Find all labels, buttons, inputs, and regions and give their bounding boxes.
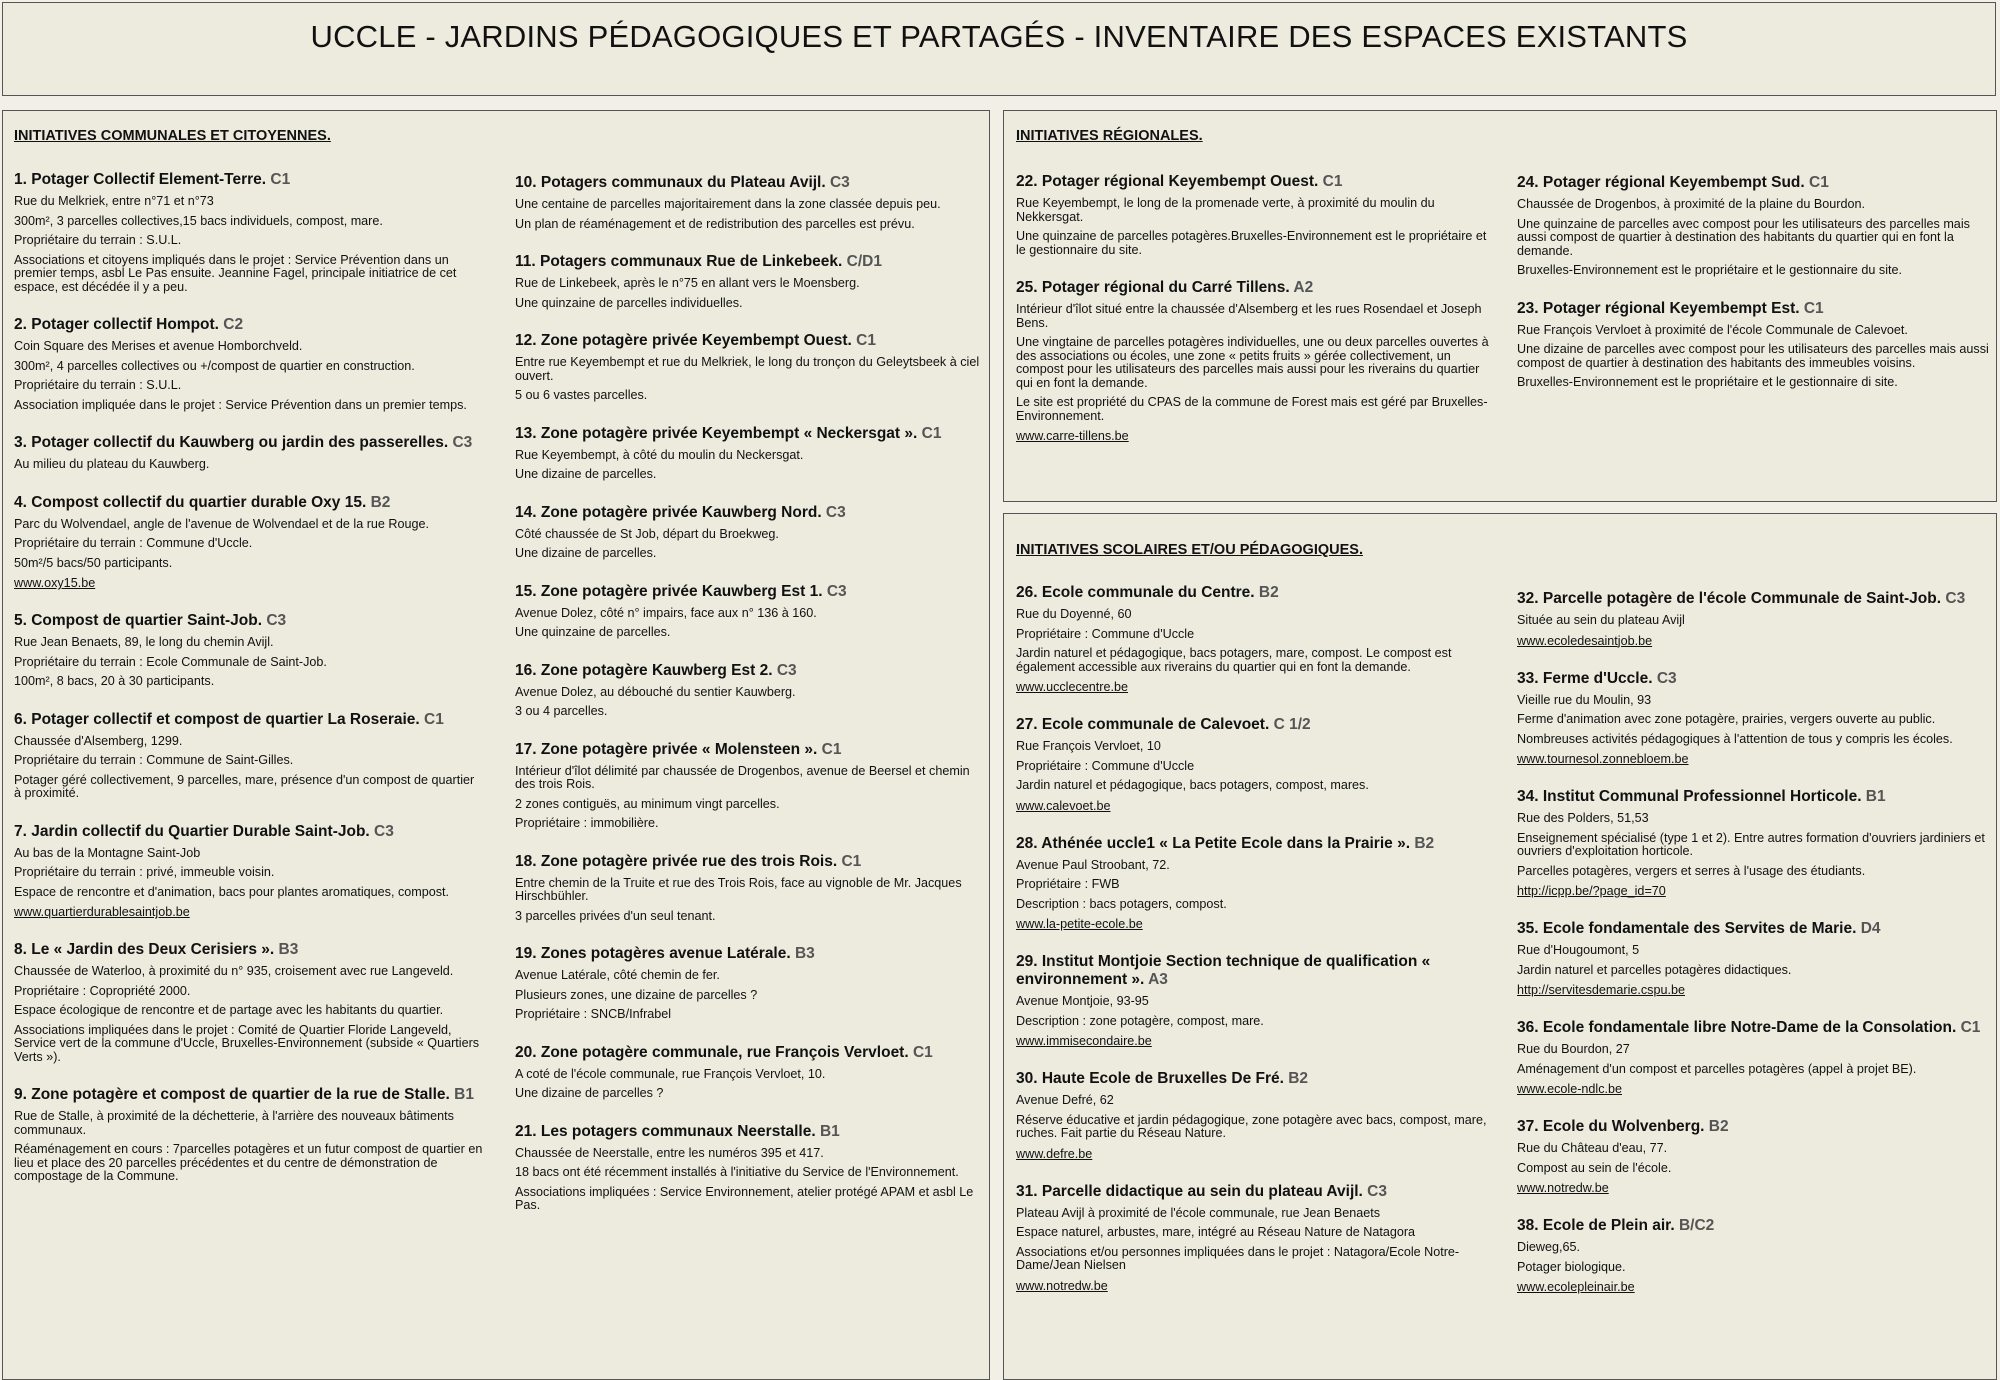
entry-name: 26. Ecole communale du Centre. — [1016, 584, 1255, 601]
entry-detail: Propriétaire du terrain : Ecole Communale de Saint-Job. — [14, 654, 327, 669]
entry-name: 36. Ecole fondamentale libre Notre-Dame de la Consolation. — [1517, 1019, 1957, 1036]
entry-title — [515, 174, 985, 192]
entry-detail: Dieweg,65. — [1517, 1240, 1581, 1254]
garden-entry — [1016, 716, 1494, 813]
map-code: C1 — [851, 332, 876, 349]
entry-detail: Propriétaire : SNCB/Infrabel — [515, 1007, 672, 1021]
garden-entry — [1016, 279, 1496, 443]
entry-detail: 3 ou 4 parcelles. — [515, 704, 608, 718]
entry-name: 38. Ecole de Plein air. — [1517, 1217, 1675, 1234]
garden-entry — [515, 253, 985, 310]
entry-title — [1517, 920, 1992, 938]
garden-entry — [1016, 835, 1494, 932]
garden-entry — [1016, 173, 1496, 257]
garden-entry — [515, 504, 985, 561]
entry-detail: Une vingtaine de parcelles potagères individuelles, une ou deux parcelles ouvertes à des associations ou écoles, une zone « petits fruits » gérée collectivement, un compost pour les utilisateurs des parcelles mais aussi pour les riverains du quartier qui en font la demande. — [1016, 335, 1489, 390]
entry-detail: Rue du Bourdon, 27 — [1517, 1042, 1630, 1056]
entry-name: 10. Potagers communaux du Plateau Avijl. — [515, 174, 826, 191]
garden-entry — [14, 434, 484, 472]
entry-detail: Avenue Dolez, côté n° impairs, face aux n° 136 à 160. — [515, 605, 817, 620]
entry-detail: 3 parcelles privées d'un seul tenant. — [515, 908, 716, 923]
garden-entry — [515, 741, 985, 831]
entries-column — [14, 171, 484, 1206]
garden-entry — [14, 612, 484, 689]
entry-detail: 5 ou 6 vastes parcelles. — [515, 388, 648, 402]
entry-detail: Rue Keyembempt, le long de la promenade verte, à proximité du moulin du Nekkersgat. — [1016, 196, 1435, 224]
entry-detail: Une centaine de parcelles majoritairement dans la zone classée depuis peu. — [515, 197, 941, 211]
map-code: C1 — [1799, 299, 1824, 317]
entry-name: 8. Le « Jardin des Deux Cerisiers ». — [14, 941, 275, 958]
entry-detail: 300m², 4 parcelles collectives ou +/compost de quartier en construction. — [14, 358, 415, 373]
garden-entry — [14, 711, 484, 801]
entry-name: 22. Potager régional Keyembempt Ouest. — [1016, 173, 1319, 190]
map-code: C1 — [1318, 173, 1343, 190]
entry-detail: Rue d'Hougoumont, 5 — [1517, 943, 1640, 957]
entry-title — [1517, 300, 1992, 318]
garden-entry — [14, 941, 484, 1064]
entry-detail: Entre chemin de la Truite et rue des Trois Rois, face au vignoble de Mr. Jacques Hirschbühler. — [515, 875, 962, 903]
map-code: C1 — [817, 740, 842, 758]
garden-entry — [515, 853, 985, 924]
entry-name: 28. Athénée uccle1 « La Petite Ecole dans la Prairie ». — [1016, 834, 1411, 852]
entry-detail: Propriétaire du terrain : Commune d'Uccle. — [14, 536, 253, 550]
entry-title — [515, 1123, 985, 1141]
entry-title — [1517, 788, 1992, 806]
website-link[interactable]: www.notredw.be — [1517, 1181, 1609, 1195]
entry-detail: Propriétaire du terrain : S.U.L. — [14, 378, 182, 392]
entry-detail: Associations et/ou personnes impliquées dans le projet : Natagora/Ecole Notre-Dame/Jean Nielsen — [1016, 1244, 1460, 1272]
entry-title — [1016, 953, 1494, 989]
map-code: C1 — [837, 852, 862, 870]
entry-title — [515, 332, 985, 350]
entry-detail: Parc du Wolvendael, angle de l'avenue de Wolvendael et de la rue Rouge. — [14, 516, 430, 531]
entry-name: 16. Zone potagère Kauwberg Est 2. — [515, 661, 773, 679]
website-link[interactable]: www.quartierdurablesaintjob.be — [14, 905, 190, 919]
entry-detail: Rue de Stalle, à proximité de la déchetterie, à l'arrière des nouveaux bâtiments communaux. — [14, 1109, 454, 1137]
entry-detail: Bruxelles-Environnement est le propriétaire et le gestionnaire di site. — [1517, 375, 1898, 389]
entry-detail: Jardin naturel et parcelles potagères didactiques. — [1517, 962, 1792, 977]
entries-column — [1016, 584, 1494, 1315]
entry-detail: Associations impliquées dans le projet : Comité de Quartier Floride Langeveld, Service vert de la commune d'Uccle, Bruxelles-Environnement (subside « Quartiers Verts »). — [14, 1022, 480, 1064]
entry-name: 15. Zone potagère privée Kauwberg Est 1. — [515, 582, 823, 600]
entry-title — [14, 316, 484, 334]
map-code: B2 — [366, 493, 391, 511]
entry-detail: Avenue Montjoie, 93-95 — [1016, 994, 1149, 1008]
entry-name: 4. Compost collectif du quartier durable Oxy 15. — [14, 493, 367, 511]
entry-detail: Le site est propriété du CPAS de la commune de Forest mais est géré par Bruxelles-Environnement. — [1016, 395, 1488, 423]
entry-detail: 2 zones contiguës, au minimum vingt parcelles. — [515, 796, 780, 811]
entry-detail: Une dizaine de parcelles. — [515, 467, 657, 481]
map-code: C/D1 — [842, 253, 882, 270]
entry-detail: Rue Keyembempt, à côté du moulin du Neckersgat. — [515, 447, 804, 462]
map-code: C1 — [1804, 174, 1829, 191]
entry-detail: Ferme d'animation avec zone potagère, prairies, vergers ouverte au public. — [1517, 712, 1936, 726]
website-link[interactable]: http://servitesdemarie.cspu.be — [1517, 983, 1685, 997]
entry-detail: Propriétaire du terrain : Commune de Saint-Gilles. — [14, 753, 294, 767]
entry-title — [14, 711, 484, 729]
section-heading: INITIATIVES SCOLAIRES ET/OU PÉDAGOGIQUES. — [1016, 542, 1363, 558]
entry-title — [515, 583, 985, 601]
entry-name: 37. Ecole du Wolvenberg. — [1517, 1118, 1705, 1135]
entries-column — [515, 174, 985, 1235]
section-heading: INITIATIVES COMMUNALES ET CITOYENNES. — [14, 128, 331, 144]
entry-name: 12. Zone potagère privée Keyembempt Ouest. — [515, 332, 852, 349]
entry-title — [1517, 590, 1992, 608]
entry-detail: Rue Jean Benaets, 89, le long du chemin Avijl. — [14, 635, 274, 649]
garden-entry — [515, 945, 985, 1022]
entry-title — [14, 171, 484, 189]
map-code: B3 — [274, 941, 299, 958]
entry-detail: Associations et citoyens impliqués dans le projet : Service Prévention dans un premier temps, asbl Le Pas ensuite. Jeannine Fagel, principale initiatrice de cet espace, est décédée il y a peu. — [14, 252, 457, 294]
entry-detail: Potager géré collectivement, 9 parcelles, mare, présence d'un compost de quartier à proximité. — [14, 772, 475, 800]
entry-title — [1517, 1118, 1992, 1136]
garden-entry — [1517, 670, 1992, 767]
entry-detail: Propriétaire : Commune d'Uccle — [1016, 758, 1195, 773]
website-link[interactable]: www.notredw.be — [1016, 1278, 1108, 1293]
website-link[interactable]: www.calevoet.be — [1016, 798, 1111, 813]
entry-detail: Intérieur d'îlot délimité par chaussée de Drogenbos, avenue de Beersel et chemin des trois Rois. — [515, 763, 970, 791]
entry-title — [515, 741, 985, 759]
communal-section — [2, 110, 990, 1380]
entry-detail: Rue du Melkriek, entre n°71 et n°73 — [14, 194, 214, 208]
entry-title — [1016, 835, 1494, 853]
entry-title — [1517, 174, 1992, 192]
entry-detail: Propriétaire : Commune d'Uccle — [1016, 626, 1195, 641]
entry-name: 20. Zone potagère communale, rue François Vervloet. — [515, 1043, 909, 1061]
entries-column — [1517, 590, 1992, 1316]
garden-entry — [515, 583, 985, 640]
website-link[interactable]: www.tournesol.zonnebloem.be — [1517, 752, 1689, 766]
map-code: B2 — [1704, 1118, 1729, 1135]
garden-entry — [515, 1123, 985, 1213]
entry-detail: Une dizaine de parcelles. — [515, 546, 657, 560]
entry-detail: Espace naturel, arbustes, mare, intégré au Réseau Nature de Natagora — [1016, 1225, 1416, 1239]
entry-detail: Bruxelles-Environnement est le propriétaire et le gestionnaire du site. — [1517, 263, 1903, 277]
garden-entry — [1517, 920, 1992, 997]
entry-detail: Une quinzaine de parcelles potagères.Bruxelles-Environnement est le propriétaire et le gestionnaire du site. — [1016, 229, 1487, 257]
map-code: C1 — [270, 171, 291, 188]
garden-entry — [1016, 1070, 1494, 1161]
entry-name: 18. Zone potagère privée rue des trois Rois. — [515, 852, 838, 870]
entry-name: 9. Zone potagère et compost de quartier de la rue de Stalle. — [14, 1086, 450, 1103]
map-code: A3 — [1144, 971, 1168, 988]
garden-entry — [1517, 174, 1992, 278]
entry-detail: Plateau Avijl à proximité de l'école communale, rue Jean Benaets — [1016, 1205, 1381, 1220]
garden-entry — [1517, 590, 1992, 648]
garden-entry — [515, 174, 985, 231]
entry-detail: 300m², 3 parcelles collectives,15 bacs individuels, compost, mare. — [14, 213, 383, 228]
entry-detail: Association impliquée dans le projet : Service Prévention dans un premier temps. — [14, 397, 467, 412]
website-link[interactable]: www.ucclecentre.be — [1016, 680, 1128, 694]
entry-detail: 100m², 8 bacs, 20 à 30 participants. — [14, 674, 215, 688]
map-code: C1 — [419, 710, 444, 728]
entry-detail: Une dizaine de parcelles avec compost pour les utilisateurs des parcelles mais aussi compost de quartier à destination des habitants des immeubles voisins. — [1517, 342, 1989, 370]
garden-entry — [515, 662, 985, 719]
website-link[interactable]: www.ecolepleinair.be — [1517, 1280, 1635, 1294]
entry-detail: Un plan de réaménagement et de redistribution des parcelles est prévu. — [515, 216, 915, 231]
entry-detail: Propriétaire : immobilière. — [515, 816, 659, 830]
entry-detail: Intérieur d'îlot situé entre la chaussée d'Alsemberg et les rues Rosendael et Joseph Bens. — [1016, 302, 1482, 330]
entry-detail: Rue du Château d'eau, 77. — [1517, 1141, 1668, 1155]
entry-detail: Réaménagement en cours : 7parcelles potagères et un futur compost de quartier en lieu et place des 20 parcelles précédentes et du centre de démonstration de compostage de la Commune. — [14, 1142, 483, 1183]
entry-name: 24. Potager régional Keyembempt Sud. — [1517, 174, 1805, 191]
entry-name: 19. Zones potagères avenue Latérale. — [515, 945, 791, 962]
map-code: C3 — [822, 582, 847, 600]
garden-entry — [1517, 1217, 1992, 1294]
entry-name: 6. Potager collectif et compost de quartier La Roseraie. — [14, 710, 420, 728]
entry-detail: Rue du Doyenné, 60 — [1016, 607, 1132, 621]
entry-detail: Rue des Polders, 51,53 — [1517, 811, 1649, 825]
garden-entry — [1517, 1118, 1992, 1195]
entry-detail: Chaussée de Neerstalle, entre les numéros 395 et 417. — [515, 1145, 824, 1160]
entry-name: 25. Potager régional du Carré Tillens. — [1016, 279, 1290, 296]
map-code: B2 — [1254, 584, 1279, 601]
garden-entry — [14, 494, 484, 591]
map-code: C1 — [917, 424, 942, 442]
entry-detail: Avenue Dolez, au débouché du sentier Kauwberg. — [515, 684, 796, 699]
entries-column — [1517, 174, 1992, 412]
entry-detail: A coté de l'école communale, rue François Vervloet, 10. — [515, 1066, 826, 1081]
map-code: C3 — [772, 661, 797, 679]
entry-detail: Espace écologique de rencontre et de partage avec les habitants du quartier. — [14, 1003, 444, 1017]
entry-title — [14, 1086, 484, 1104]
entries-column — [1016, 173, 1496, 465]
entry-title — [1517, 1217, 1992, 1235]
map-code: C3 — [369, 822, 394, 840]
entry-detail: Chaussée d'Alsemberg, 1299. — [14, 733, 183, 748]
entry-title — [1016, 584, 1494, 602]
entry-detail: Située au sein du plateau Avijl — [1517, 613, 1685, 627]
entry-name: 2. Potager collectif Hompot. — [14, 316, 219, 333]
entry-detail: Enseignement spécialisé (type 1 et 2). Entre autres formation d'ouvriers jardiniers et ouvriers d'exploitation horticole. — [1517, 830, 1985, 858]
entry-detail: Associations impliquées : Service Environnement, atelier protégé APAM et asbl Le Pas. — [515, 1184, 974, 1212]
entry-title — [1517, 1019, 1992, 1037]
entry-name: 1. Potager Collectif Element-Terre. — [14, 171, 271, 188]
map-code: C2 — [218, 316, 244, 333]
entry-title — [515, 1044, 985, 1062]
entry-detail: Réserve éducative et jardin pédagogique, zone potagère avec bacs, compost, mare, ruches. Fait partie du Réseau Nature. — [1016, 1112, 1487, 1140]
entry-title — [515, 945, 985, 963]
entry-name: 23. Potager régional Keyembempt Est. — [1517, 299, 1800, 317]
entry-detail: Une quinzaine de parcelles avec compost pour les utilisateurs des parcelles mais aussi compost de quartier à destination des habitants du quartier qui en font la demande. — [1517, 216, 1970, 258]
website-link[interactable]: www.ecoledesaintjob.be — [1517, 633, 1653, 648]
map-code: B1 — [815, 1122, 840, 1140]
entry-name: 17. Zone potagère privée « Molensteen ». — [515, 740, 818, 758]
entry-detail: Plusieurs zones, une dizaine de parcelles ? — [515, 987, 758, 1002]
entry-detail: Description : bacs potagers, compost. — [1016, 896, 1227, 911]
garden-entry — [1517, 1019, 1992, 1096]
entry-title — [14, 494, 484, 512]
garden-entry — [1517, 788, 1992, 898]
website-link[interactable]: http://icpp.be/?page_id=70 — [1517, 884, 1666, 898]
entry-name: 31. Parcelle didactique au sein du plateau Avijl. — [1016, 1182, 1363, 1200]
entry-detail: Compost au sein de l'école. — [1517, 1160, 1672, 1175]
entry-title — [515, 425, 985, 443]
entry-title — [14, 612, 484, 630]
entry-detail: Propriétaire du terrain : privé, immeuble voisin. — [14, 865, 275, 879]
entry-name: 27. Ecole communale de Calevoet. — [1016, 716, 1270, 733]
map-code: C3 — [1941, 590, 1966, 607]
entry-title — [14, 823, 484, 841]
entry-detail: Rue de Linkebeek, après le n°75 en allant vers le Moensberg. — [515, 276, 860, 290]
map-code: C3 — [821, 503, 846, 521]
map-code: B/C2 — [1674, 1217, 1715, 1234]
entry-title — [1016, 279, 1496, 297]
entry-detail: Jardin naturel et pédagogique, bacs potagers, mare, compost. Le compost est également accessible aux riverains du quartier qui en font la demande. — [1016, 646, 1452, 674]
entry-detail: Jardin naturel et pédagogique, bacs potagers, compost, mares. — [1016, 778, 1369, 792]
entry-name: 14. Zone potagère privée Kauwberg Nord. — [515, 503, 822, 521]
website-link[interactable]: www.immisecondaire.be — [1016, 1034, 1152, 1048]
map-code: B2 — [1410, 834, 1435, 852]
scolaire-section — [1003, 513, 1997, 1380]
entry-detail: Propriétaire : Copropriété 2000. — [14, 983, 191, 998]
entry-detail: Avenue Paul Stroobant, 72. — [1016, 857, 1170, 872]
entry-detail: Vieille rue du Moulin, 93 — [1517, 692, 1652, 707]
garden-entry — [515, 332, 985, 403]
entry-name: 34. Institut Communal Professionnel Horticole. — [1517, 788, 1862, 805]
entry-detail: Au milieu du plateau du Kauwberg. — [14, 457, 210, 471]
entry-detail: Espace de rencontre et d'animation, bacs pour plantes aromatiques, compost. — [14, 884, 450, 899]
map-code: B3 — [790, 945, 815, 962]
entry-detail: Aménagement d'un compost et parcelles potagères (appel à projet BE). — [1517, 1061, 1917, 1076]
garden-entry — [515, 1044, 985, 1101]
title-banner — [2, 2, 1996, 96]
entry-title — [1016, 1070, 1494, 1088]
map-code: C3 — [262, 612, 287, 629]
entry-detail: Propriétaire du terrain : S.U.L. — [14, 233, 182, 247]
map-code: B2 — [1283, 1070, 1309, 1087]
website-link[interactable]: www.ecole-ndlc.be — [1517, 1082, 1622, 1096]
map-code: C1 — [908, 1043, 933, 1061]
entry-detail: Description : zone potagère, compost, mare. — [1016, 1013, 1264, 1028]
entry-name: 13. Zone potagère privée Keyembempt « Neckersgat ». — [515, 424, 918, 442]
entry-detail: Avenue Latérale, côté chemin de fer. — [515, 968, 720, 982]
garden-entry — [515, 425, 985, 482]
entry-detail: Une quinzaine de parcelles. — [515, 625, 671, 639]
map-code: D4 — [1856, 920, 1881, 937]
map-code: A2 — [1289, 279, 1314, 296]
entry-detail: Potager biologique. — [1517, 1259, 1626, 1274]
entry-detail: Rue François Vervloet à proximité de l'école Communale de Calevoet. — [1517, 322, 1908, 337]
garden-entry — [1517, 300, 1992, 390]
entry-detail: Côté chaussée de St Job, départ du Broekweg. — [515, 526, 779, 541]
entry-title — [1016, 173, 1496, 191]
entry-detail: Avenue Defré, 62 — [1016, 1093, 1114, 1107]
map-code: C3 — [1362, 1182, 1387, 1200]
garden-entry — [14, 823, 484, 920]
entry-detail: Une quinzaine de parcelles individuelles. — [515, 295, 743, 310]
map-code: C3 — [825, 174, 850, 191]
section-heading: INITIATIVES RÉGIONALES. — [1016, 128, 1203, 144]
map-code: C3 — [1652, 669, 1677, 687]
entry-title — [515, 662, 985, 680]
entry-detail: Entre rue Keyembempt et rue du Melkriek, le long du tronçon du Geleytsbeek à ciel ouvert. — [515, 355, 980, 383]
entry-detail: Rue François Vervloet, 10 — [1016, 739, 1161, 753]
regional-section — [1003, 110, 1997, 502]
website-link[interactable]: www.la-petite-ecole.be — [1016, 917, 1143, 931]
map-code: C 1/2 — [1269, 716, 1311, 733]
entry-title — [515, 504, 985, 522]
website-link[interactable]: www.defre.be — [1016, 1146, 1093, 1161]
entry-detail: Nombreuses activités pédagogiques à l'attention de tous y compris les écoles. — [1517, 731, 1953, 746]
entry-name: 11. Potagers communaux Rue de Linkebeek. — [515, 253, 843, 270]
entry-name: 7. Jardin collectif du Quartier Durable Saint-Job. — [14, 822, 370, 840]
garden-entry — [1016, 953, 1494, 1048]
garden-entry — [1016, 584, 1494, 694]
entry-detail: 18 bacs ont été récemment installés à l'initiative du Service de l'Environnement. — [515, 1165, 959, 1179]
entry-title — [1517, 670, 1992, 688]
garden-entry — [14, 1086, 484, 1184]
garden-entry — [14, 316, 484, 412]
entry-name: 35. Ecole fondamentale des Servites de Marie. — [1517, 920, 1857, 937]
entry-name: 3. Potager collectif du Kauwberg ou jardin des passerelles. — [14, 434, 449, 451]
entry-name: 33. Ferme d'Uccle. — [1517, 669, 1653, 687]
map-code: B1 — [449, 1086, 474, 1103]
entry-name: 32. Parcelle potagère de l'école Communale de Saint-Job. — [1517, 590, 1942, 607]
entry-detail: Propriétaire : FWB — [1016, 877, 1120, 891]
garden-entry — [14, 171, 484, 294]
entry-detail: Chaussée de Drogenbos, à proximité de la plaine du Bourdon. — [1517, 197, 1865, 211]
entry-title — [1016, 1183, 1494, 1201]
entry-title — [515, 853, 985, 871]
website-link[interactable]: www.oxy15.be — [14, 576, 96, 590]
entry-name: 30. Haute Ecole de Bruxelles De Fré. — [1016, 1070, 1284, 1087]
entry-title — [1016, 716, 1494, 734]
entry-name: 21. Les potagers communaux Neerstalle. — [515, 1122, 816, 1140]
entry-detail: Coin Square des Merises et avenue Homborchveld. — [14, 339, 303, 353]
entry-title — [14, 434, 484, 452]
map-code: B1 — [1861, 788, 1886, 805]
entry-detail: Une dizaine de parcelles ? — [515, 1086, 664, 1100]
entry-detail: Chaussée de Waterloo, à proximité du n° 935, croisement avec rue Langeveld. — [14, 964, 454, 978]
entry-detail: 50m²/5 bacs/50 participants. — [14, 555, 173, 570]
entry-name: 29. Institut Montjoie Section technique de qualification « environnement ». — [1016, 953, 1431, 988]
entry-title — [515, 253, 985, 271]
map-code: C3 — [448, 434, 473, 451]
website-link[interactable]: www.carre-tillens.be — [1016, 429, 1129, 443]
entry-title — [14, 941, 484, 959]
entry-detail: Au bas de la Montagne Saint-Job — [14, 845, 201, 860]
map-code: C1 — [1956, 1019, 1981, 1036]
entry-detail: Parcelles potagères, vergers et serres à l'usage des étudiants. — [1517, 863, 1866, 878]
entry-name: 5. Compost de quartier Saint-Job. — [14, 612, 263, 629]
garden-entry — [1016, 1183, 1494, 1293]
page-title: UCCLE - JARDINS PÉDAGOGIQUES ET PARTAGÉS - INVENTAIRE DES ESPACES EXISTANTS — [310, 19, 1688, 54]
